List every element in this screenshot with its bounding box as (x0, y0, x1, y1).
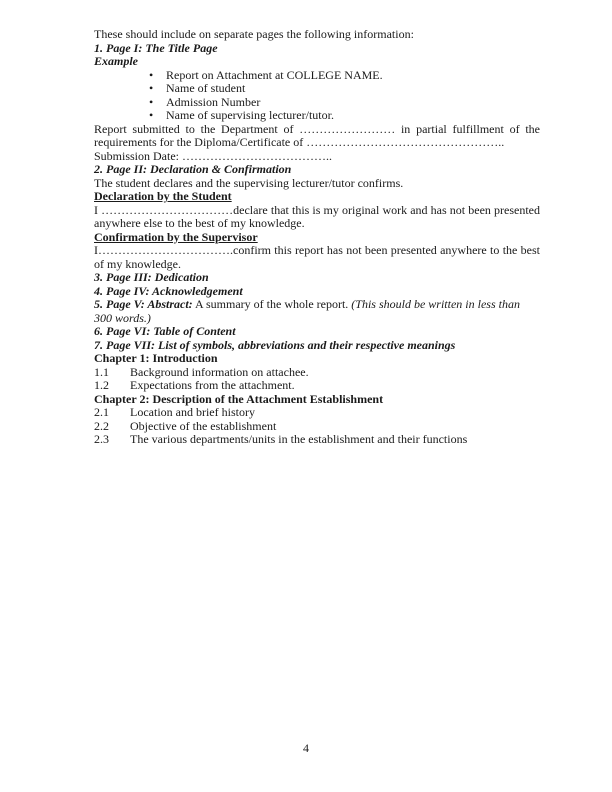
toc-item-2-2 (94, 420, 540, 434)
example-bullet-list (94, 69, 540, 123)
heading-page-i-title-page: 1. Page I: The Title Page (94, 40, 218, 55)
example-heading: Example (94, 54, 138, 68)
heading-page-vii-symbols: 7. Page VII: List of symbols, abbreviations and their respective meanings (94, 337, 456, 352)
item-number: 2.2 (94, 418, 109, 433)
heading-page-v-abstract-line (94, 298, 540, 325)
item-number: 1.1 (94, 364, 109, 379)
bullet-item (94, 82, 540, 96)
declaration-by-student-heading: Declaration by the Student (94, 189, 232, 203)
confirmation-text: I…………………………….confirm this report has not been presented anywhere to the best of my knowledge. (94, 243, 540, 271)
report-submission-paragraph: Report submitted to the Department of …………………… in partial fulfillment of the requirements for the Diploma/Certificate of ………………………………………….. (94, 121, 540, 149)
bullet-icon: • (149, 81, 154, 95)
bullet-item (94, 96, 540, 110)
toc-item-1-2 (94, 379, 540, 393)
submission-date-line: Submission Date: ……………………………….. (94, 148, 333, 163)
confirmation-by-supervisor-heading: Confirmation by the Supervisor (94, 229, 258, 244)
item-number: 2.3 (94, 432, 109, 446)
bullet-text: Name of student (166, 81, 246, 95)
item-number: 2.1 (94, 405, 109, 419)
bullet-text: Name of supervising lecturer/tutor. (166, 108, 334, 122)
declaration-text: I ……………………………declare that this is my original work and has not been presented anywhere else to the best of my knowledge. (94, 202, 540, 230)
toc-item-1-1 (94, 366, 540, 380)
page-number: 4 (303, 741, 309, 755)
bullet-item (94, 69, 540, 83)
abstract-text: A summary of the whole report. (192, 297, 352, 311)
item-text: Expectations from the attachment. (130, 378, 295, 392)
heading-page-iii-dedication: 3. Page III: Dedication (94, 270, 209, 284)
heading-page-vi-table-of-content: 6. Page VI: Table of Content (94, 324, 236, 338)
chapter-2-heading: Chapter 2: Description of the Attachment Establishment (94, 391, 384, 406)
page-ii-description: The student declares and the supervising lecturer/tutor confirms. (94, 175, 404, 190)
bullet-icon: • (149, 94, 154, 109)
abstract-note: (This should be written in less than 300 words.) (94, 297, 520, 325)
item-text: The various departments/units in the establishment and their functions (130, 432, 468, 446)
toc-item-2-3 (94, 433, 540, 447)
abstract-label: 5. Page V: Abstract: (94, 297, 193, 311)
bullet-icon: • (149, 67, 154, 82)
item-text: Objective of the establishment (130, 418, 277, 433)
bullet-item (94, 109, 540, 123)
toc-item-2-1 (94, 406, 540, 420)
bullet-text: Admission Number (166, 94, 261, 109)
bullet-icon: • (149, 108, 154, 122)
heading-page-iv-acknowledgement: 4. Page IV: Acknowledgement (94, 283, 243, 298)
item-text: Background information on attachee. (130, 364, 309, 379)
chapter-1-heading: Chapter 1: Introduction (94, 351, 218, 365)
item-text: Location and brief history (130, 405, 255, 419)
heading-page-ii-declaration: 2. Page II: Declaration & Confirmation (94, 162, 292, 176)
item-number: 1.2 (94, 378, 109, 392)
intro-text: These should include on separate pages the following information: (94, 27, 414, 41)
bullet-text: Report on Attachment at COLLEGE NAME. (166, 67, 383, 82)
